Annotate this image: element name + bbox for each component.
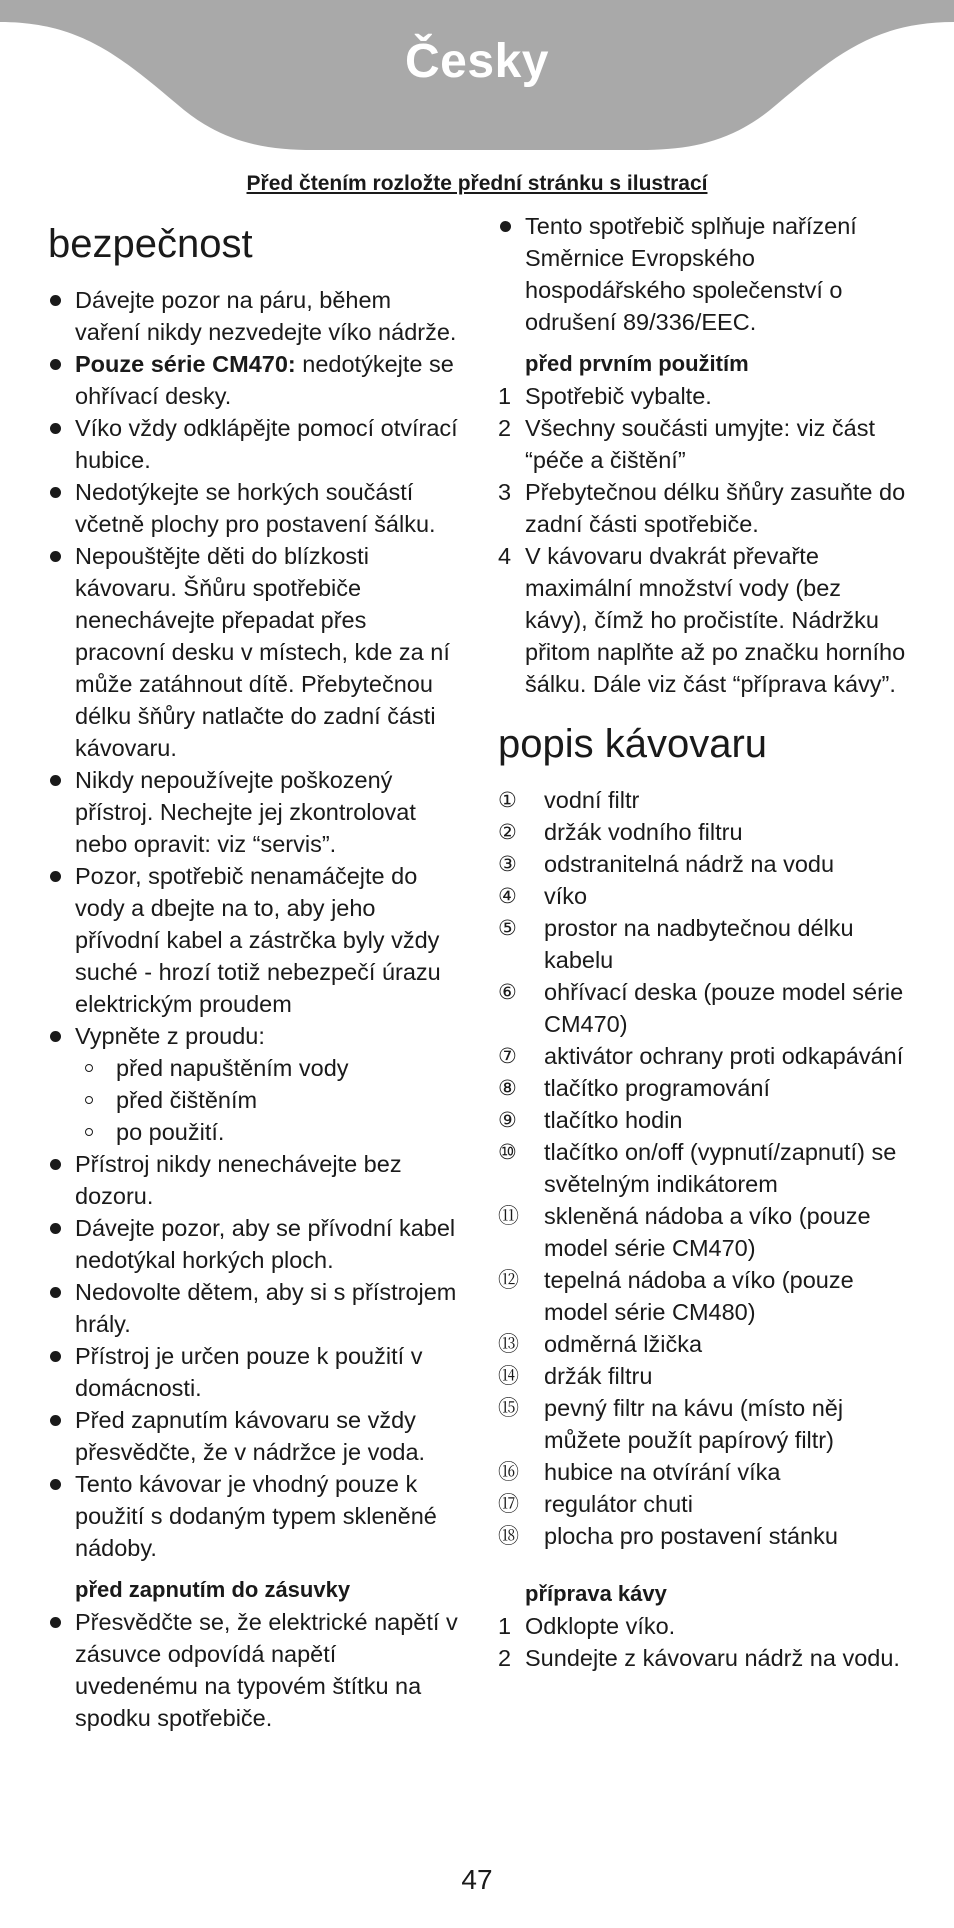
- bold-label: Pouze série CM470:: [75, 351, 296, 377]
- page-number: 47: [461, 1864, 493, 1895]
- step-number: 2: [498, 415, 512, 441]
- item-text: nedotýkejte se ohřívací desky.: [75, 351, 454, 409]
- part-number: ⑭: [498, 1364, 519, 1388]
- part-item: [498, 1200, 908, 1264]
- list-item: Pozor, spotřebič nenamáčejte do vody a dbejte na to, aby jeho přívodní kabel a zástrčka byly vždy suché - hrozí totiž nebezpečí úrazu elektrickým proudem: [48, 860, 458, 1020]
- sub-list-item: po použití.: [48, 1116, 458, 1148]
- part-text: tlačítko hodin: [544, 1107, 683, 1133]
- header-banner: [0, 0, 954, 160]
- compliance-list: [498, 210, 908, 338]
- part-text: držák filtru: [544, 1363, 653, 1389]
- list-item: Tento spotřebič splňuje nařízení Směrnice Evropského hospodářského společenství o odrušení 89/336/EEC.: [498, 210, 908, 338]
- part-item: [498, 1136, 908, 1200]
- list-item: Dávejte pozor, aby se přívodní kabel nedotýkal horkých ploch.: [48, 1212, 458, 1276]
- parts-list: [498, 784, 908, 1552]
- part-item: [498, 1328, 908, 1360]
- part-item: [498, 848, 908, 880]
- list-item: Nedovolte dětem, aby si s přístrojem hrály.: [48, 1276, 458, 1340]
- description-heading: popis kávovaru: [498, 722, 768, 766]
- instruction-subtitle: Před čtením rozložte přední stránku s ilustrací: [246, 172, 708, 195]
- part-number: ⑫: [498, 1268, 519, 1292]
- part-text: skleněná nádoba a víko (pouze model série CM470): [544, 1203, 871, 1261]
- part-text: regulátor chuti: [544, 1491, 693, 1517]
- step-item: [498, 412, 908, 476]
- part-text: odstranitelná nádrž na vodu: [544, 851, 835, 877]
- list-item: Nedotýkejte se horkých součástí včetně plochy pro postavení šálku.: [48, 476, 458, 540]
- list-item: Přístroj nikdy nenechávejte bez dozoru.: [48, 1148, 458, 1212]
- part-text: prostor na nadbytečnou délku kabelu: [544, 915, 854, 973]
- list-item: Tento kávovar je vhodný pouze k použití s dodaným typem skleněné nádoby.: [48, 1468, 458, 1564]
- step-item: [498, 380, 908, 412]
- part-item: [498, 912, 908, 976]
- step-text: Přebytečnou délku šňůry zasuňte do zadní části spotřebiče.: [525, 479, 906, 537]
- preparation-steps: [498, 1610, 908, 1674]
- part-text: odměrná lžička: [544, 1331, 703, 1357]
- list-item: Před zapnutím kávovaru se vždy přesvědčte, že v nádržce je voda.: [48, 1404, 458, 1468]
- part-number: ⑩: [498, 1140, 517, 1164]
- part-text: tlačítko on/off (vypnutí/zapnutí) se světelným indikátorem: [544, 1139, 897, 1197]
- list-item: Přesvědčte se, že elektrické napětí v zásuvce odpovídá napětí uvedenému na typovém štítku na spodku spotřebiče.: [48, 1606, 458, 1734]
- step-item: [498, 1642, 908, 1674]
- list-item: Přístroj je určen pouze k použití v domácnosti.: [48, 1340, 458, 1404]
- part-item: [498, 976, 908, 1040]
- part-number: ⑤: [498, 916, 517, 940]
- part-item: [498, 1456, 908, 1488]
- part-number: ⑥: [498, 980, 517, 1004]
- part-text: hubice na otvírání víka: [544, 1459, 781, 1485]
- part-text: tlačítko programování: [544, 1075, 770, 1101]
- part-number: ⑬: [498, 1332, 519, 1356]
- step-number: 3: [498, 479, 512, 505]
- step-number: 1: [498, 1613, 512, 1639]
- sub-list-item: před čištěním: [48, 1084, 458, 1116]
- safety-list: [48, 284, 458, 1564]
- part-text: vodní filtr: [544, 787, 640, 813]
- part-number: ①: [498, 788, 517, 812]
- list-item: Víko vždy odklápějte pomocí otvírací hubice.: [48, 412, 458, 476]
- first-use-subheading: před prvním použitím: [525, 351, 749, 376]
- part-text: aktivátor ochrany proti odkapávání: [544, 1043, 904, 1069]
- part-item: [498, 1264, 908, 1328]
- list-item: [48, 348, 458, 412]
- sub-list-item: před napuštěním vody: [48, 1052, 458, 1084]
- first-use-steps: [498, 380, 908, 700]
- part-item: [498, 784, 908, 816]
- list-item: Vypněte z proudu:: [48, 1020, 458, 1052]
- part-item: [498, 1488, 908, 1520]
- part-number: ③: [498, 852, 517, 876]
- step-text: V kávovaru dvakrát převařte maximální množství vody (bez kávy), čímž ho pročistíte. Nádržku přitom naplňte až po značku horního šálku. Dále viz část “příprava kávy”.: [525, 543, 906, 697]
- part-item: [498, 1072, 908, 1104]
- step-number: 2: [498, 1645, 512, 1671]
- part-number: ⑯: [498, 1460, 519, 1484]
- part-item: [498, 1392, 908, 1456]
- part-text: pevný filtr na kávu (místo něj můžete použít papírový filtr): [544, 1395, 844, 1453]
- part-text: plocha pro postavení stánku: [544, 1523, 838, 1549]
- step-item: [498, 1610, 908, 1642]
- part-number: ④: [498, 884, 517, 908]
- right-column: [498, 210, 908, 1674]
- part-text: víko: [544, 883, 588, 909]
- part-item: [498, 1040, 908, 1072]
- part-number: ⑧: [498, 1076, 517, 1100]
- language-title: Česky: [405, 35, 549, 88]
- left-column: [48, 210, 458, 1734]
- step-text: Všechny součásti umyjte: viz část “péče a čištění”: [525, 415, 876, 473]
- part-number: ⑪: [498, 1204, 519, 1228]
- part-item: [498, 1360, 908, 1392]
- preparation-subheading: příprava kávy: [525, 1581, 667, 1606]
- plug-in-subheading: před zapnutím do zásuvky: [75, 1577, 351, 1602]
- list-item: Nepouštějte děti do blízkosti kávovaru. Šňůru spotřebiče nenechávejte přepadat přes pracovní desku v místech, kde za ní může zatáhnout dítě. Přebytečnou délku šňůry natlačte do zadní části kávovaru.: [48, 540, 458, 764]
- step-item: [498, 476, 908, 540]
- step-text: Sundejte z kávovaru nádrž na vodu.: [525, 1645, 900, 1671]
- part-item: [498, 880, 908, 912]
- step-number: 4: [498, 543, 512, 569]
- step-text: Spotřebič vybalte.: [525, 383, 712, 409]
- part-number: ⑮: [498, 1396, 519, 1420]
- list-item: Dávejte pozor na páru, během vaření nikdy nezvedejte víko nádrže.: [48, 284, 458, 348]
- step-number: 1: [498, 383, 512, 409]
- safety-heading: bezpečnost: [48, 222, 253, 266]
- part-text: držák vodního filtru: [544, 819, 743, 845]
- part-item: [498, 816, 908, 848]
- part-number: ⑰: [498, 1492, 519, 1516]
- part-number: ⑨: [498, 1108, 517, 1132]
- part-item: [498, 1104, 908, 1136]
- step-item: [498, 540, 908, 700]
- part-item: [498, 1520, 908, 1552]
- plug-in-list: [48, 1606, 458, 1734]
- step-text: Odklopte víko.: [525, 1613, 676, 1639]
- part-text: tepelná nádoba a víko (pouze model série CM480): [544, 1267, 854, 1325]
- part-number: ⑦: [498, 1044, 517, 1068]
- part-number: ②: [498, 820, 517, 844]
- list-item: Nikdy nepoužívejte poškozený přístroj. Nechejte jej zkontrolovat nebo opravit: viz “servis”.: [48, 764, 458, 860]
- part-number: ⑱: [498, 1524, 519, 1548]
- part-text: ohřívací deska (pouze model série CM470): [544, 979, 904, 1037]
